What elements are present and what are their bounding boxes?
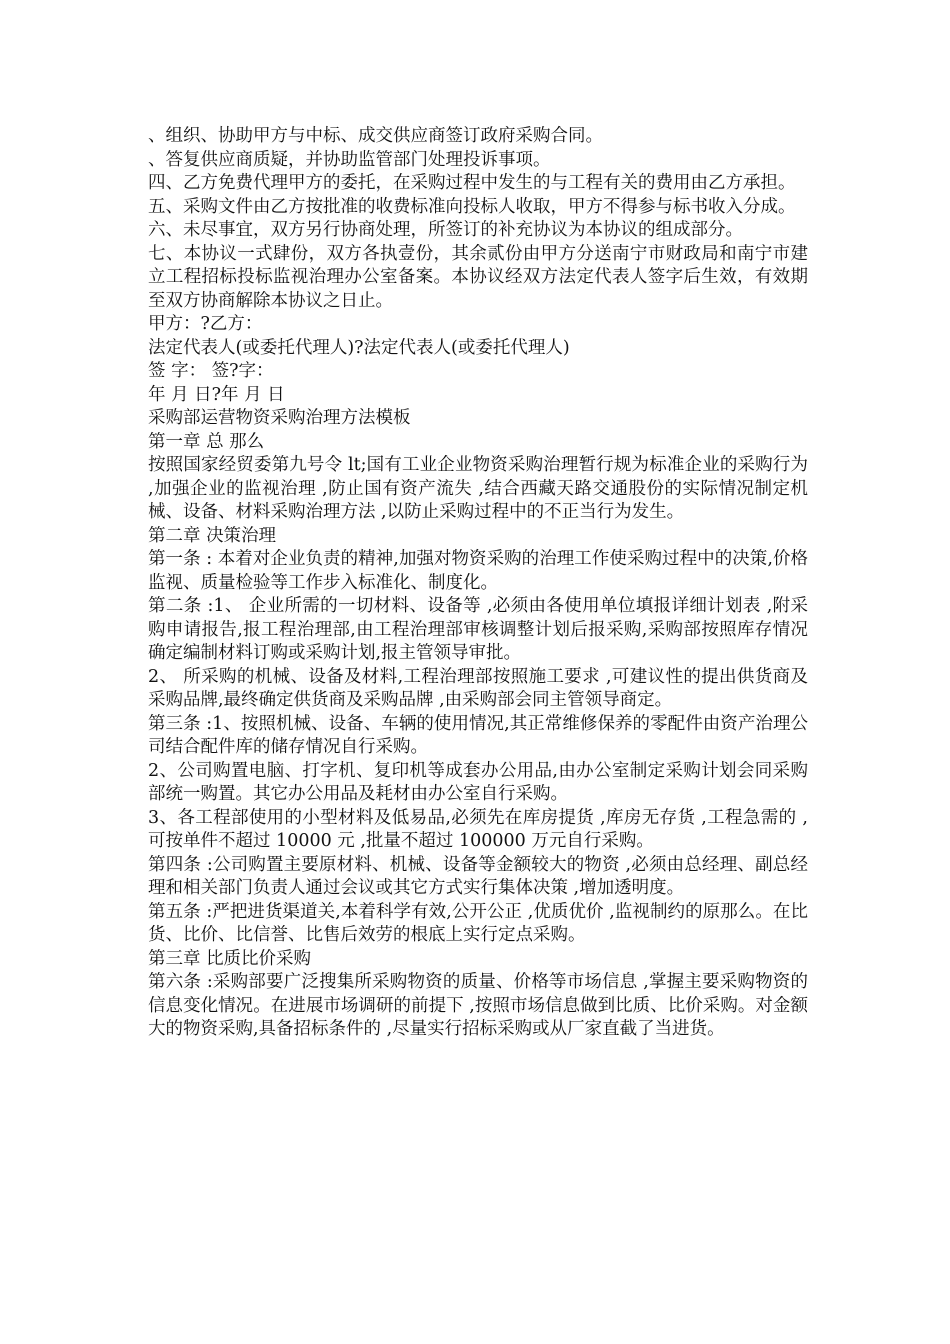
- paragraph: 六、未尽事宜，双方另行协商处理，所签订的补充协议为本协议的组成部分。: [148, 220, 743, 240]
- paragraph: 四、乙方免费代理甲方的委托，在采购过程中发生的与工程有关的费用由乙方承担。: [148, 173, 796, 193]
- paragraph: 第二条 :1、 企业所需的一切材料、设备等 ,必须由各使用单位填报详细计划表 ,附采购申请报告,报工程治理部,由工程治理部审核调整计划后报采购,采购部按照库存情况确定编制材料订购或采购计划,报主管领导审批。: [148, 596, 808, 663]
- signature-line-signatures: 签 字： 签?字：: [148, 361, 274, 381]
- chapter-heading: 第一章 总 那么: [148, 431, 265, 452]
- signature-line-representatives: 法定代表人(或委托代理人)?法定代表人(或委托代理人): [148, 337, 570, 358]
- paragraph: 七、本协议一式肆份，双方各执壹份，其余贰份由甲方分送南宁市财政局和南宁市建立工程招标投标监视治理办公室备案。本协议经双方法定代表人签字后生效，有效期至双方协商解除本协议之日止。: [148, 243, 808, 311]
- paragraph: 3、各工程部使用的小型材料及低易品,必须先在库房提货 ,库房无存货 ,工程急需的 ,可按单件不超过 10000 元 ,批量不超过 100000 万元自行采购。: [148, 807, 808, 851]
- paragraph: 第四条 :公司购置主要原材料、机械、设备等金额较大的物资 ,必须由总经理、副总经理和相关部门负责人通过会议或其它方式实行集体决策 ,增加透明度。: [148, 854, 808, 898]
- signature-line-parties: 甲方：?乙方：: [148, 314, 263, 334]
- paragraph: 五、采购文件由乙方按批准的收费标准向投标人收取，甲方不得参与标书收入分成。: [148, 196, 796, 217]
- paragraph: 第三条 :1、按照机械、设备、车辆的使用情况,其正常维修保养的零配件由资产治理公司结合配件库的储存情况自行采购。: [148, 713, 808, 757]
- paragraph: 按照国家经贸委第九号令 lt;国有工业企业物资采购治理暂行规为标准企业的采购行为 ,加强企业的监视治理 ,防止国有资产流失 ,结合西藏天路交通股份的实际情况制定机械、设备、材料采购治理方法 ,以防止采购过程中的不正当行为发生。: [148, 455, 808, 522]
- paragraph: 第五条 :严把进货渠道关,本着科学有效,公开公正 ,优质优价 ,监视制约的原那么。在比货、比价、比信誉、比售后效劳的根底上实行定点采购。: [148, 901, 808, 945]
- document-body: [148, 125, 808, 1042]
- paragraph: 第六条 :采购部要广泛搜集所采购物资的质量、价格等市场信息 ,掌握主要采购物资的信息变化情况。在进展市场调研的前提下 ,按照市场信息做到比质、比价采购。对金额大的物资采购,具备招标条件的 ,尽量实行招标采购或从厂家直截了当进货。: [148, 972, 808, 1039]
- paragraph: 2、公司购置电脑、打字机、复印机等成套办公用品,由办公室制定采购计划会同采购部统一购置。其它办公用品及耗材由办公室自行采购。: [148, 760, 808, 804]
- section-title: 采购部运营物资采购治理方法模板: [148, 408, 411, 428]
- paragraph: 第一条 : 本着对企业负责的精神,加强对物资采购的治理工作使采购过程中的决策,价格监视、质量检验等工作步入标准化、制度化。: [148, 549, 808, 593]
- paragraph: 、答复供应商质疑，并协助监管部门处理投诉事项。: [148, 149, 551, 170]
- paragraph: 、组织、协助甲方与中标、成交供应商签订政府采购合同。: [148, 126, 603, 146]
- paragraph: 2、 所采购的机械、设备及材料,工程治理部按照施工要求 ,可建议性的提出供货商及采购品牌,最终确定供货商及采购品牌 ,由采购部会同主管领导商定。: [148, 666, 808, 710]
- chapter-heading: 第二章 决策治理: [148, 525, 277, 546]
- chapter-heading: 第三章 比质比价采购: [148, 948, 312, 969]
- signature-line-dates: 年 月 日?年 月 日: [148, 384, 285, 405]
